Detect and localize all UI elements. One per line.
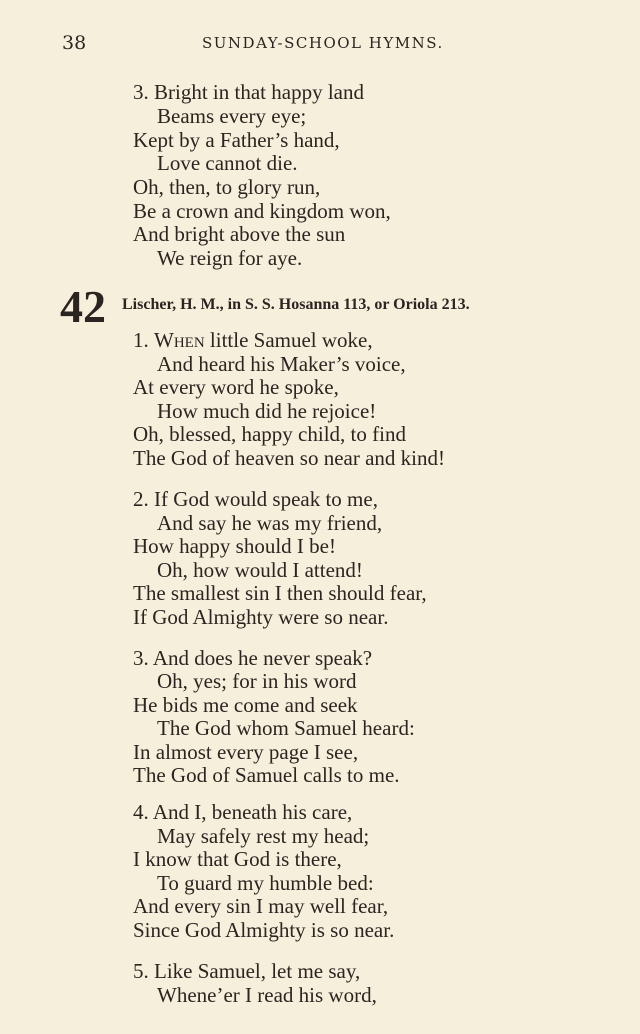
verse-line: 3. Bright in that happy land	[133, 80, 364, 104]
running-title: SUNDAY-SCHOOL HYMNS.	[202, 34, 444, 52]
verse-line: 2. If God would speak to me,	[133, 487, 378, 511]
verse-line: Be a crown and kingdom won,	[133, 199, 391, 223]
line-rest: little Samuel woke,	[209, 328, 373, 352]
verse-line: How much did he rejoice!	[157, 399, 377, 423]
verse-line: Beams every eye;	[157, 104, 307, 128]
verse-line: To guard my humble bed:	[157, 871, 374, 895]
stanza-number: 1.	[133, 328, 149, 352]
verse-line: We reign for aye.	[157, 246, 303, 270]
page-number: 38	[62, 32, 87, 54]
verse-line: I know that God is there,	[133, 847, 342, 871]
verse-line: 4. And I, beneath his care,	[133, 800, 353, 824]
verse-line: Oh, blessed, happy child, to find	[133, 422, 406, 446]
verse-line: And bright above the sun	[133, 222, 346, 246]
verse-line: And heard his Maker’s voice,	[157, 352, 406, 376]
verse-line: The God of Samuel calls to me.	[133, 763, 400, 787]
verse-line: Whene’er I read his word,	[157, 983, 377, 1007]
verse-line: And say he was my friend,	[157, 511, 383, 535]
verse-line: 5. Like Samuel, let me say,	[133, 959, 361, 983]
verse-line: May safely rest my head;	[157, 824, 370, 848]
verse-line: The smallest sin I then should fear,	[133, 581, 427, 605]
verse-line: Oh, then, to glory run,	[133, 175, 321, 199]
verse-line: At every word he spoke,	[133, 375, 339, 399]
verse-line: Kept by a Father’s hand,	[133, 128, 340, 152]
verse-line: The God of heaven so near and kind!	[133, 446, 445, 470]
verse-line: Love cannot die.	[157, 151, 298, 175]
drop-word: When	[154, 328, 205, 352]
verse-line: Oh, yes; for in his word	[157, 669, 357, 693]
tune-reference: Lischer, H. M., in S. S. Hosanna 113, or Oriola 213.	[122, 296, 470, 313]
verse-line: In almost every page I see,	[133, 740, 359, 764]
verse-line: If God Almighty were so near.	[133, 605, 389, 629]
verse-line: Oh, how would I attend!	[157, 558, 363, 582]
hymn-number: 42	[60, 281, 106, 332]
verse-line: He bids me come and seek	[133, 693, 358, 717]
verse-line	[133, 328, 373, 352]
verse-line: How happy should I be!	[133, 534, 336, 558]
page-header	[62, 32, 582, 58]
verse-line: The God whom Samuel heard:	[157, 716, 415, 740]
verse-line: 3. And does he never speak?	[133, 646, 373, 670]
verse-line: Since God Almighty is so near.	[133, 918, 395, 942]
verse-line: And every sin I may well fear,	[133, 894, 389, 918]
